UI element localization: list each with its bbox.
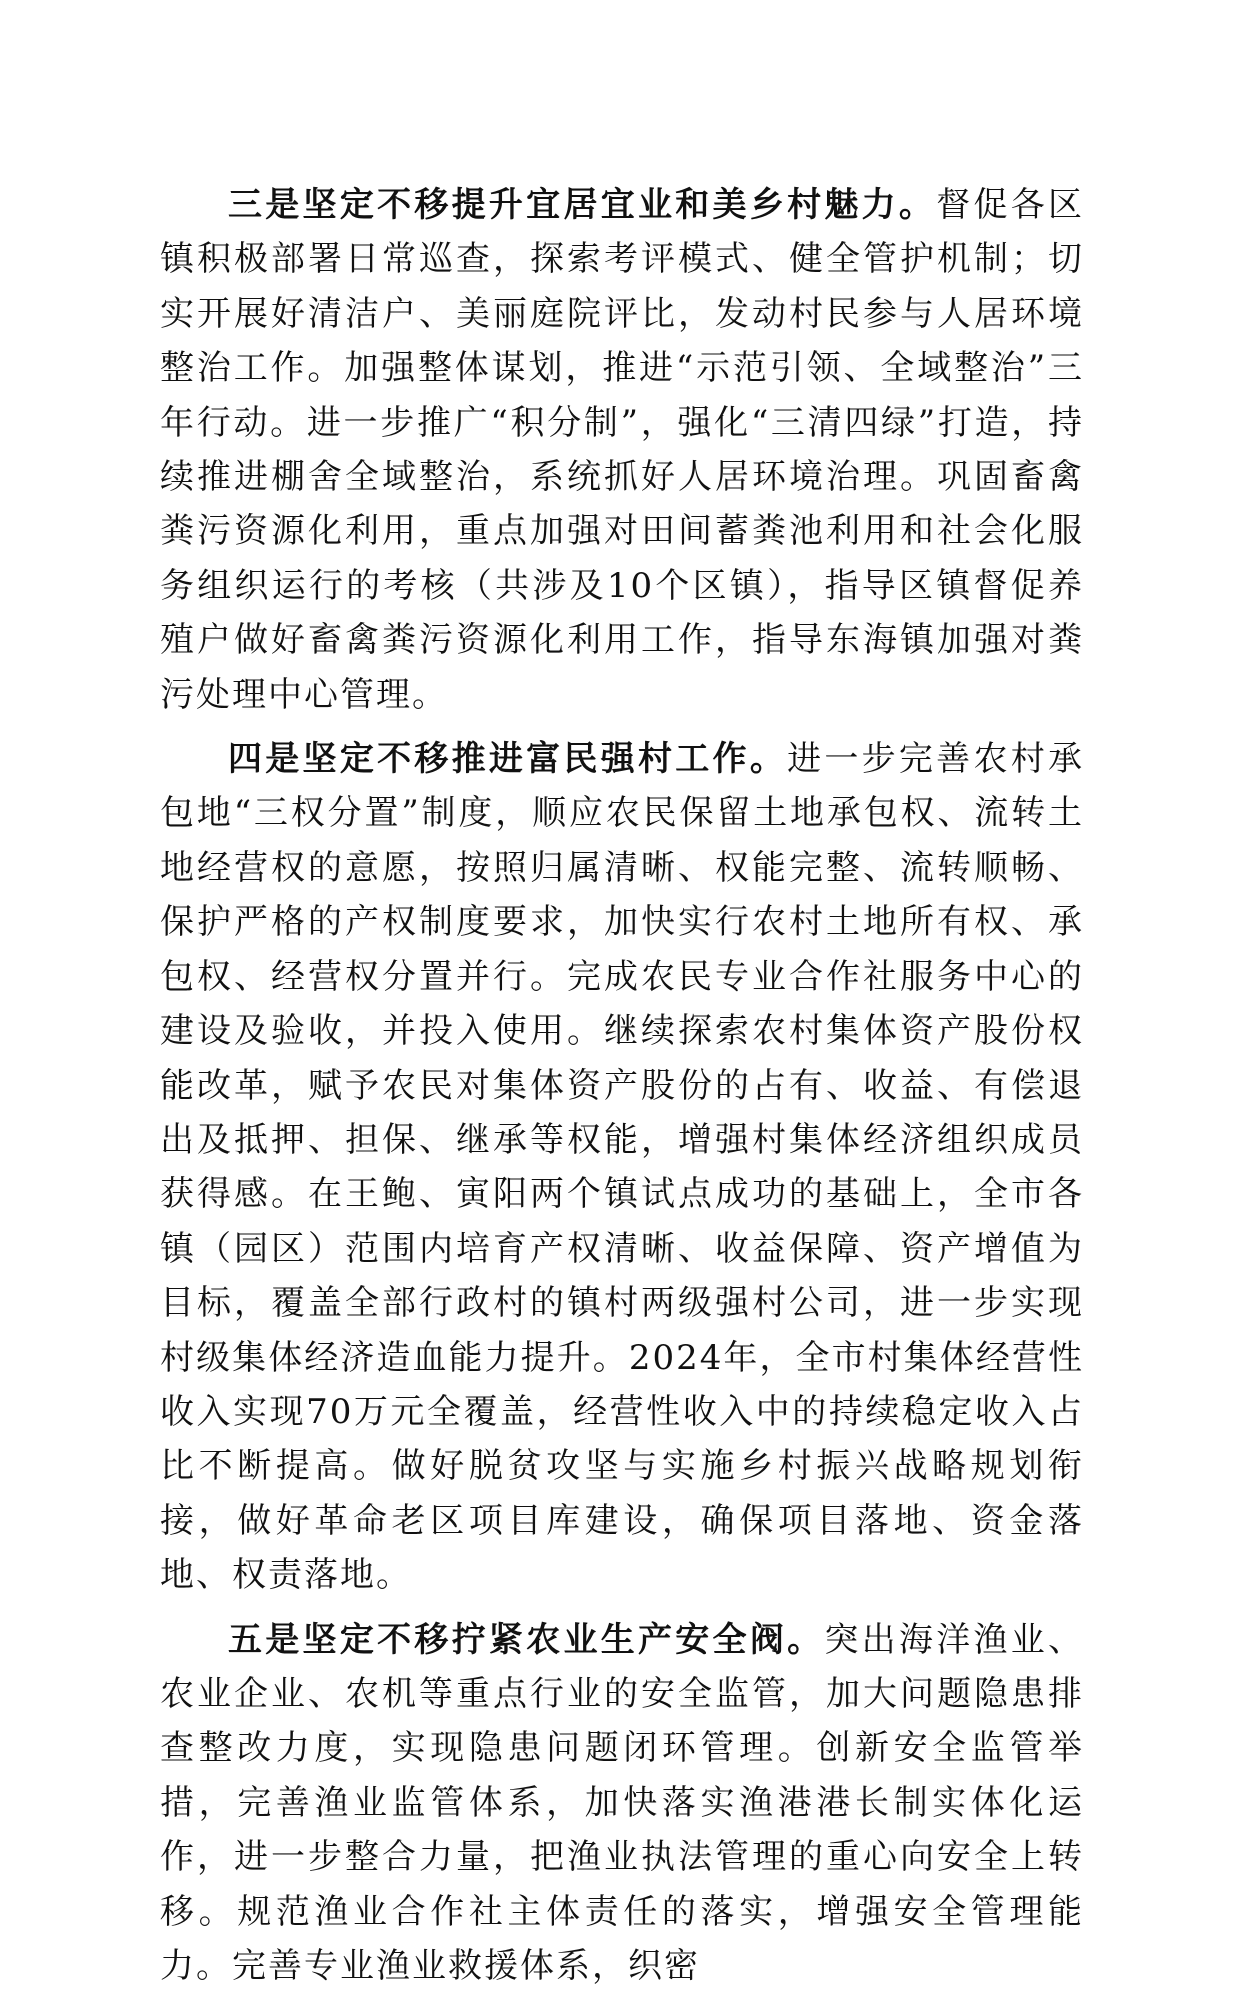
paragraph-4-heading: 四是坚定不移推进富民强村工作。 bbox=[228, 739, 788, 780]
paragraph-5 bbox=[160, 1613, 1084, 1993]
paragraph-4 bbox=[160, 732, 1084, 1603]
paragraph-5-text: 突出海洋渔业、农业企业、农机等重点行业的安全监管，加大问题隐患排查整改力度，实现隐患问题闭环管理。创新安全监管举措，完善渔业监管体系，加快落实渔港港长制实体化运作，进一步整合力量，把渔业执法管理的重心向安全上转移。规范渔业合作社主体责任的落实，增强安全管理能力。完善专业渔业救援体系，织密 bbox=[160, 1619, 1085, 1986]
paragraph-3 bbox=[160, 178, 1084, 722]
paragraph-3-heading: 三是坚定不移提升宜居宜业和美乡村魅力。 bbox=[228, 185, 937, 225]
paragraph-4-text: 进一步完善农村承包地“三权分置”制度，顺应农民保留土地承包权、流转土地经营权的意愿，按照归属清晰、权能完整、流转顺畅、保护严格的产权制度要求，加快实行农村土地所有权、承包权、经营权分置并行。完成农民专业合作社服务中心的建设及验收，并投入使用。继续探索农村集体资产股份权能改革，赋予农民对集体资产股份的占有、收益、有偿退出及抵押、担保、继承等权能，增强村集体经济组织成员获得感。在王鲍、寅阳两个镇试点成功的基础上，全市各镇（园区）范围内培育产权清晰、收益保障、资产增值为目标，覆盖全部行政村的镇村两级强村公司，进一步实现村级集体经济造血能力提升。2024年，全市村集体经营性收入实现70万元全覆盖，经营性收入中的持续稳定收入占比不断提高。做好脱贫攻坚与实施乡村振兴战略规划衔接，做好革命老区项目库建设，确保项目落地、资金落地、权责落地。 bbox=[160, 739, 1085, 1596]
paragraph-3-text: 督促各区镇积极部署日常巡查，探索考评模式、健全管护机制；切实开展好清洁户、美丽庭院评比，发动村民参与人居环境整治工作。加强整体谋划，推进“示范引领、全域整治”三年行动。进一步推广“积分制”，强化“三清四绿”打造，持续推进棚舍全域整治，系统抓好人居环境治理。巩固畜禽粪污资源化利用，重点加强对田间蓄粪池利用和社会化服务组织运行的考核（共涉及10个区镇），指导区镇督促养殖户做好畜禽粪污资源化利用工作，指导东海镇加强对粪污处理中心管理。 bbox=[160, 185, 1085, 715]
document-body bbox=[160, 178, 1084, 1993]
paragraph-5-heading: 五是坚定不移拧紧农业生产安全阀。 bbox=[228, 1619, 825, 1660]
